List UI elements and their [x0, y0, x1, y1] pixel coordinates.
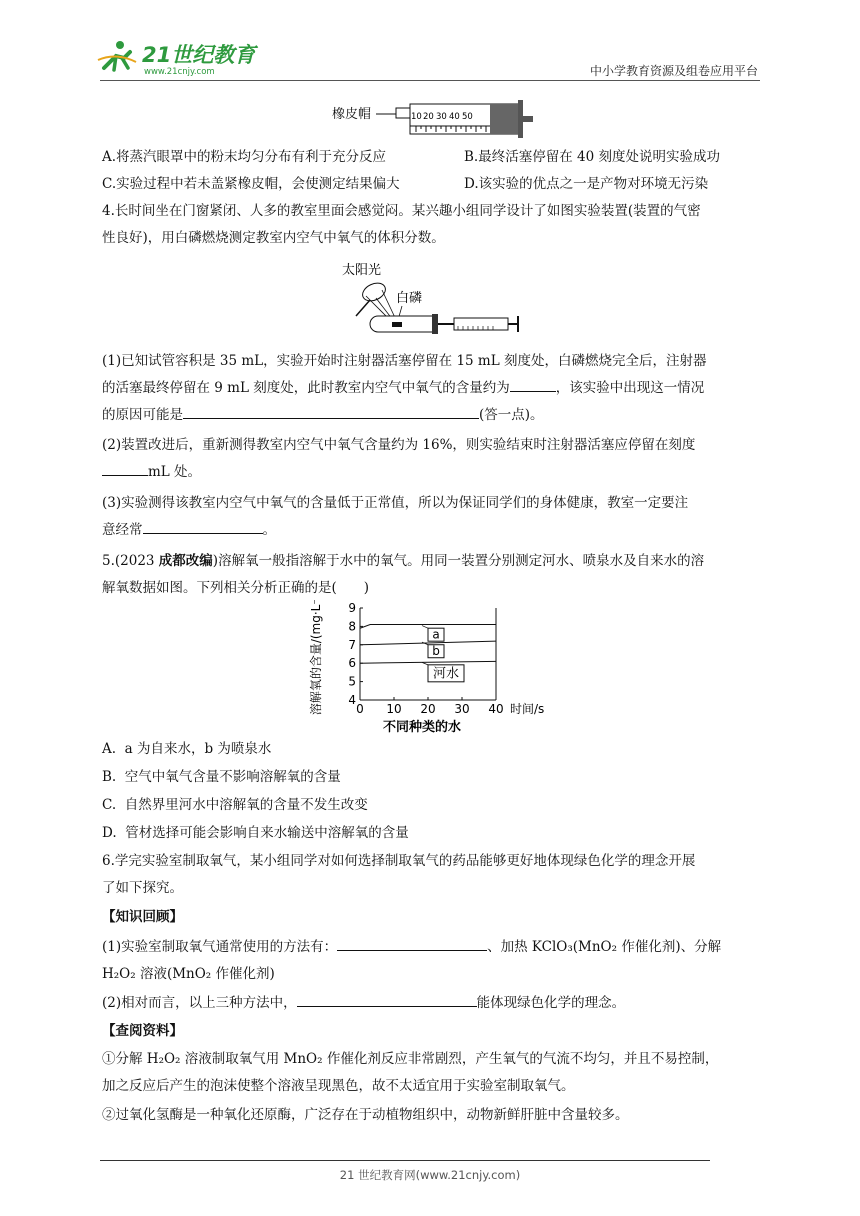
q6-k1-line2: H₂O₂ 溶液(MnO₂ 作催化剂)	[102, 966, 275, 982]
q4-stem-line2: 性良好)，用白磷燃烧测定教室内空气中氧气的体积分数。	[102, 230, 445, 246]
q4-stem-line1: 4.长时间坐在门窗紧闭、人多的教室里面会感觉闷。某兴趣小组同学设计了如图实验装置(装置的气密	[102, 203, 701, 219]
q5-option-b: B. 空气中氧气含量不影响溶解氧的含量	[102, 769, 341, 785]
q5-stem-line2: 解氧数据如图。下列相关分析正确的是( )	[102, 580, 370, 596]
q6-r1-line2: 加之反应后产生的泡沫使整个溶液呈现黑色，故不太适宜用于实验室制取氧气。	[102, 1078, 575, 1094]
q3-option-b: B.最终活塞停留在 40 刻度处说明实验成功	[464, 149, 720, 165]
y-tick-label: 6	[348, 656, 356, 671]
q3-option-c: C.实验过程中若未盖紧橡皮帽，会使测定结果偏大	[102, 176, 400, 192]
y-tick-label: 7	[348, 637, 356, 652]
header-divider	[100, 80, 760, 81]
q6-k2: (2)相对而言，以上三种方法中， 能体现绿色化学的理念。	[102, 990, 625, 1017]
section-knowledge-review: 【知识回顾】	[102, 909, 183, 925]
tick-40: 40	[449, 112, 460, 122]
tick-30: 30	[436, 112, 447, 122]
plunger	[490, 104, 518, 134]
q4-part3-line2: 意经常 。	[102, 517, 276, 544]
dissolved-oxygen-chart	[298, 600, 598, 738]
phosphorus-label: 白磷	[396, 291, 423, 306]
x-tick-label: 40	[488, 702, 504, 716]
section-reference: 【查阅资料】	[102, 1023, 183, 1039]
header-platform-text: 中小学教育资源及组卷应用平台	[589, 64, 758, 78]
series-line-3	[360, 661, 496, 663]
footer-text: 21 世纪教育网(www.21cnjy.com)	[339, 1168, 521, 1182]
x-tick-label: 20	[420, 702, 436, 716]
y-tick-label: 9	[348, 601, 356, 615]
q3-option-a: A.将蒸汽眼罩中的粉末均匀分布有利于充分反应	[102, 149, 387, 165]
syringe-body	[454, 318, 508, 330]
y-tick-label: 8	[348, 619, 356, 634]
y-tick-label: 4	[348, 693, 356, 707]
footer-divider	[100, 1160, 710, 1161]
q6-r2: ②过氧化氢酶是一种氧化还原酶，广泛存在于动植物组织中，动物新鲜肝脏中含量较多。	[102, 1107, 629, 1123]
q5-option-a: A. a 为自来水，b 为喷泉水	[102, 741, 272, 757]
answer-blank-green-method[interactable]	[297, 991, 477, 1007]
q5-option-d: D. 管材选择可能会影响自来水输送中溶解氧的含量	[102, 825, 409, 841]
site-logo	[96, 38, 266, 78]
q4-part2-line2: mL 处。	[102, 459, 201, 486]
q4-part1-line2: 的活塞最终停留在 9 mL 刻度处，此时教室内空气中氧气的含量约为 ，该实验中出现这一情况	[102, 375, 704, 402]
tick-10: 10	[411, 112, 422, 122]
x-tick-label: 30	[454, 702, 470, 716]
answer-blank-method[interactable]	[337, 935, 487, 951]
answer-blank-oxygen-content[interactable]	[510, 376, 556, 392]
logo-title: 21世纪教育	[142, 43, 256, 67]
q4-part1-line1: (1)已知试管容积是 35 mL，实验开始时注射器活塞停留在 15 mL 刻度处，白磷燃烧完全后，注射器	[102, 353, 707, 369]
magnifier-lens	[360, 280, 389, 305]
syringe-figure	[330, 96, 540, 142]
q6-stem-line2: 了如下探究。	[102, 880, 183, 896]
x-tick-label: 10	[386, 702, 402, 716]
answer-blank-piston-scale[interactable]	[102, 460, 148, 476]
series-label-2: b	[432, 644, 440, 659]
q4-part1-line3: 的原因可能是 (答一点)。	[102, 402, 544, 429]
cap-label: 橡皮帽	[332, 107, 372, 122]
logo-url: www.21cnjy.com	[144, 67, 215, 77]
q6-stem-line1: 6.学完实验室制取氧气，某小组同学对如何选择制取氧气的药品能够更好地体现绿色化学的理念开展	[102, 853, 696, 869]
tick-20: 20	[423, 112, 434, 122]
q4-part2-line1: (2)装置改进后，重新测得教室内空气中氧气含量约为 16%，则实验结束时注射器活塞应停留在刻度	[102, 437, 696, 453]
chart-y-label: 溶解氧的含量/(mg·L⁻¹)	[309, 600, 323, 716]
phosphorus-apparatus-figure	[336, 260, 526, 338]
tick-50: 50	[462, 112, 473, 122]
series-label-3: 河水	[432, 666, 460, 682]
q6-k1-line1: (1)实验室制取氧气通常使用的方法有： 、加热 KClO₃(MnO₂ 作催化剂)、分解	[102, 934, 721, 961]
sunlight-label: 太阳光	[342, 263, 382, 278]
answer-blank-reason[interactable]	[183, 403, 479, 419]
chart-x-label: 时间/s	[510, 702, 545, 716]
x-tick-label: 0	[356, 702, 364, 716]
answer-blank-ventilation[interactable]	[143, 518, 263, 534]
chart-caption: 不同种类的水	[382, 720, 462, 735]
q3-option-d: D.该实验的优点之一是产物对环境无污染	[464, 176, 709, 192]
q4-part3-line1: (3)实验测得该教室内空气中氧气的含量低于正常值，所以为保证同学们的身体健康，教室一定要注	[102, 495, 689, 511]
y-tick-label: 5	[348, 674, 356, 689]
q5-option-c: C. 自然界里河水中溶解氧的含量不发生改变	[102, 797, 368, 813]
q6-r1-line1: ①分解 H₂O₂ 溶液制取氧气用 MnO₂ 作催化剂反应非常剧烈，产生氧气的气流不均匀，并且不易控制，	[102, 1051, 719, 1067]
q5-stem-line1: 5.(2023 成都改编)溶解氧一般指溶解于水中的氧气。用同一装置分别测定河水、喷泉水及自来水的溶	[102, 553, 705, 569]
series-leader-1	[422, 626, 428, 629]
series-label-1: a	[432, 627, 440, 642]
runner-icon	[98, 41, 136, 70]
